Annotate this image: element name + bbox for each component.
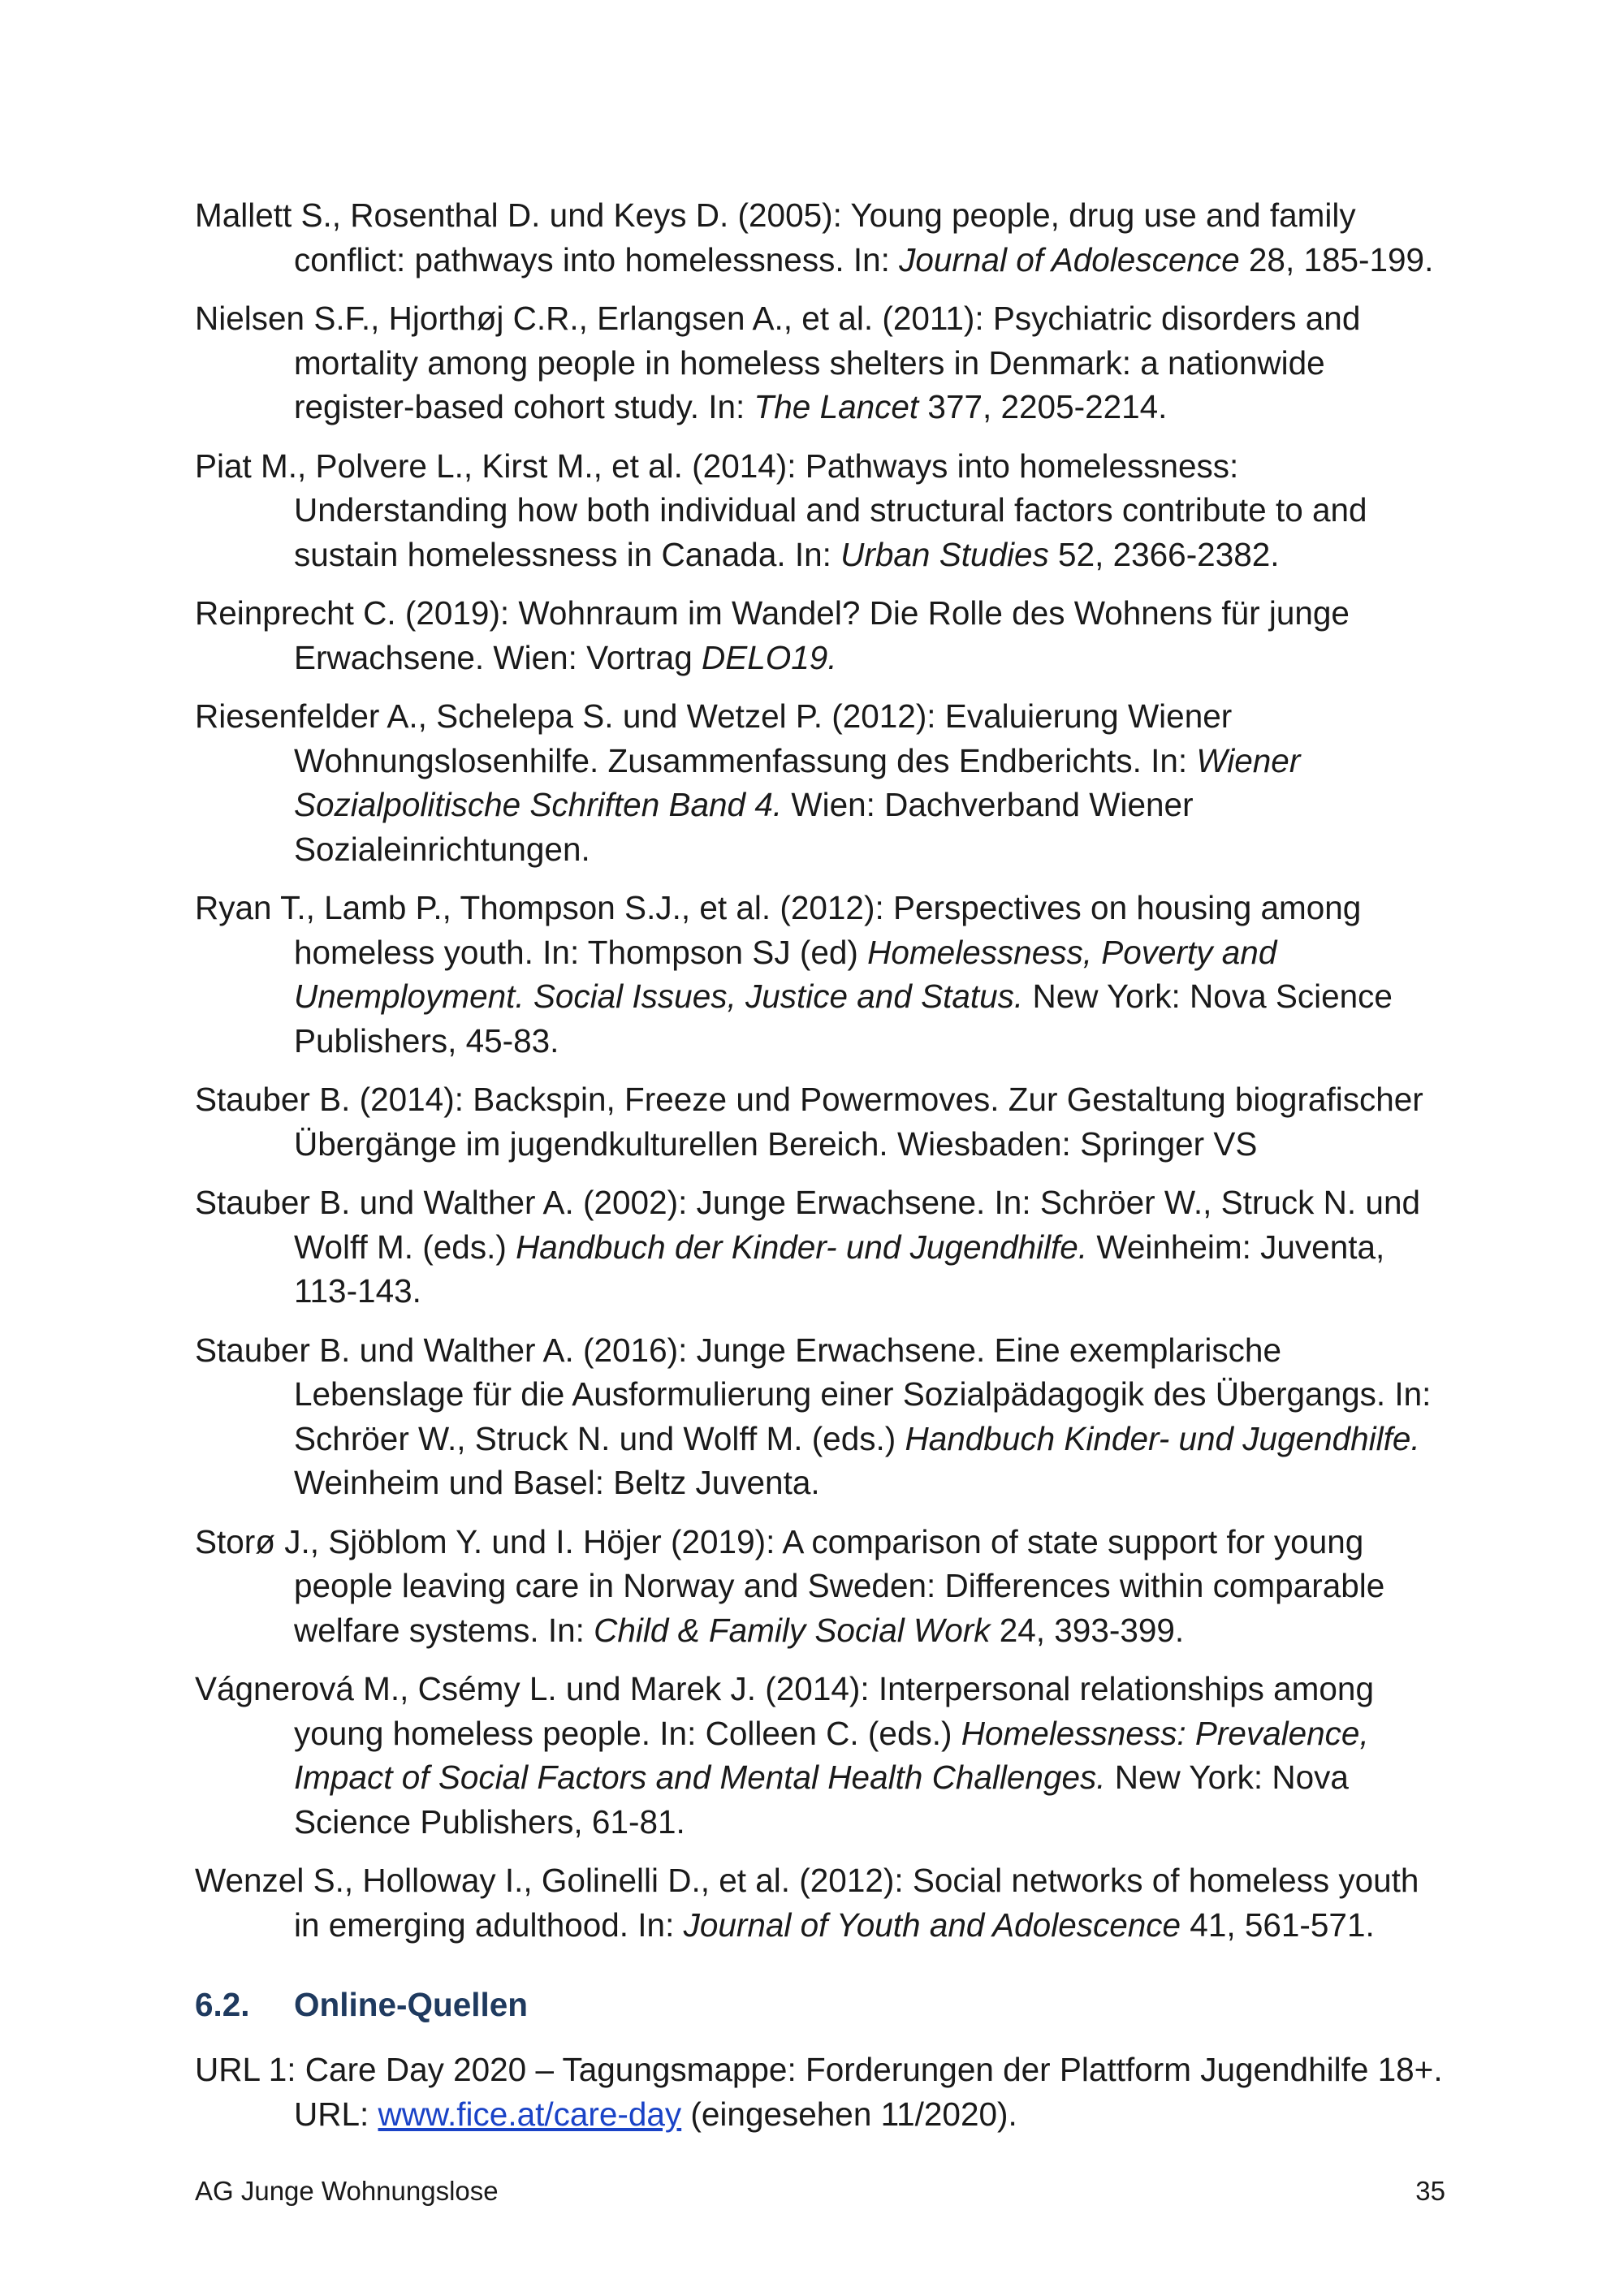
reference-text: Riesenfelder A., Schelepa S. und Wetzel P. (2012): Evaluierung Wiener Wohnungslosenhilfe. Zusammenfassung des Endberichts. In:	[195, 697, 1233, 779]
page-content	[195, 193, 1445, 2151]
online-source-entry	[195, 2048, 1445, 2136]
reference-details: Weinheim und Basel: Beltz Juventa.	[294, 1464, 820, 1501]
reference-source-title: DELO19.	[701, 638, 837, 676]
reference-details: Wien: Dachverband Wiener Sozialeinrichtungen.	[294, 786, 1194, 868]
page-number: 35	[1415, 2176, 1445, 2206]
reference-source-title: Handbuch Kinder- und Jugendhilfe.	[905, 1419, 1420, 1457]
reference-source-title: Homelessness: Prevalence, Impact of Social Factors and Mental Health Challenges.	[294, 1714, 1369, 1796]
reference-source-title: Homelessness, Poverty and Unemployment. Social Issues, Justice and Status.	[294, 933, 1277, 1015]
reference-entry	[195, 886, 1445, 1063]
reference-entry	[195, 1077, 1445, 1166]
reference-entry	[195, 1180, 1445, 1314]
reference-text: Piat M., Polvere L., Kirst M., et al. (2014): Pathways into homelessness: Understanding how both individual and structural factors contribute to and sustain homelessness in Canada. In:	[195, 447, 1367, 573]
section-title: Online-Quellen	[294, 1986, 529, 2023]
reference-entry	[195, 591, 1445, 680]
section-heading	[195, 1983, 1445, 2026]
reference-entry	[195, 296, 1445, 429]
online-source-text: URL 1: Care Day 2020 – Tagungsmappe: Forderungen der Plattform Jugendhilfe 18+. URL:	[195, 2051, 1443, 2133]
reference-text: Stauber B. und Walther A. (2016): Junge Erwachsene. Eine exemplarische Lebenslage für die Ausformulierung einer Sozialpädagogik des Übergangs. In: Schröer W., Struck N. und Wolff M. (eds.)	[195, 1331, 1432, 1457]
reference-text: Mallett S., Rosenthal D. und Keys D. (2005): Young people, drug use and family conflict: pathways into homelessness. In:	[195, 196, 1356, 278]
reference-details: New York: Nova Science Publishers, 45-83.	[294, 978, 1393, 1060]
reference-source-title: Child & Family Social Work	[594, 1611, 991, 1649]
reference-source-title: Handbuch der Kinder- und Jugendhilfe.	[516, 1228, 1088, 1266]
reference-source-title: Wiener Sozialpolitische Schriften Band 4.	[294, 741, 1301, 823]
reference-details: New York: Nova Science Publishers, 61-81.	[294, 1759, 1349, 1841]
reference-text: Wenzel S., Holloway I., Golinelli D., et al. (2012): Social networks of homeless youth in emerging adulthood. In:	[195, 1862, 1419, 1944]
reference-entry	[195, 444, 1445, 577]
reference-source-title: Urban Studies	[840, 535, 1049, 573]
reference-entry	[195, 1667, 1445, 1844]
reference-details: 52, 2366-2382.	[1048, 535, 1280, 573]
online-source-date: (eingesehen 11/2020).	[681, 2095, 1017, 2133]
footer-title: AG Junge Wohnungslose	[195, 2176, 499, 2206]
reference-source-title: Journal of Youth and Adolescence	[683, 1905, 1181, 1944]
reference-text: Nielsen S.F., Hjorthøj C.R., Erlangsen A., et al. (2011): Psychiatric disorders and mortality among people in homeless shelters in Denmark: a nationwide register-based cohort study. In:	[195, 300, 1361, 425]
reference-entry	[195, 1520, 1445, 1653]
reference-source-title: Journal of Adolescence	[899, 240, 1240, 278]
reference-entry	[195, 1858, 1445, 1947]
reference-source-title: The Lancet	[754, 388, 919, 425]
reference-details: 24, 393-399.	[990, 1611, 1185, 1649]
reference-text: Ryan T., Lamb P., Thompson S.J., et al. (2012): Perspectives on housing among homeless youth. In: Thompson SJ (ed)	[195, 889, 1362, 971]
reference-list	[195, 193, 1445, 1947]
reference-details: 377, 2205-2214.	[918, 388, 1168, 425]
section-number: 6.2.	[195, 1986, 250, 2023]
reference-text: Stauber B. (2014): Backspin, Freeze und Powermoves. Zur Gestaltung biografischer Übergänge im jugendkulturellen Bereich. Wiesbaden: Springer VS	[195, 1081, 1423, 1163]
page-footer	[195, 2176, 1445, 2207]
reference-text: Reinprecht C. (2019): Wohnraum im Wandel? Die Rolle des Wohnens für junge Erwachsene. Wien: Vortrag	[195, 594, 1350, 676]
reference-entry	[195, 1328, 1445, 1505]
reference-entry	[195, 193, 1445, 282]
reference-details: 41, 561-571.	[1181, 1905, 1375, 1944]
reference-details: 28, 185-199.	[1239, 240, 1434, 278]
reference-text: Vágnerová M., Csémy L. und Marek J. (2014): Interpersonal relationships among young homeless people. In: Colleen C. (eds.)	[195, 1670, 1374, 1752]
online-source-link[interactable]: www.fice.at/care-day	[378, 2095, 682, 2133]
reference-details: Weinheim: Juventa, 113-143.	[294, 1228, 1385, 1310]
reference-text: Storø J., Sjöblom Y. und I. Höjer (2019): A comparison of state support for young people leaving care in Norway and Sweden: Differences within comparable welfare systems. In:	[195, 1522, 1385, 1649]
reference-text: Stauber B. und Walther A. (2002): Junge Erwachsene. In: Schröer W., Struck N. und Wolff M. (eds.)	[195, 1184, 1421, 1266]
reference-entry	[195, 694, 1445, 871]
